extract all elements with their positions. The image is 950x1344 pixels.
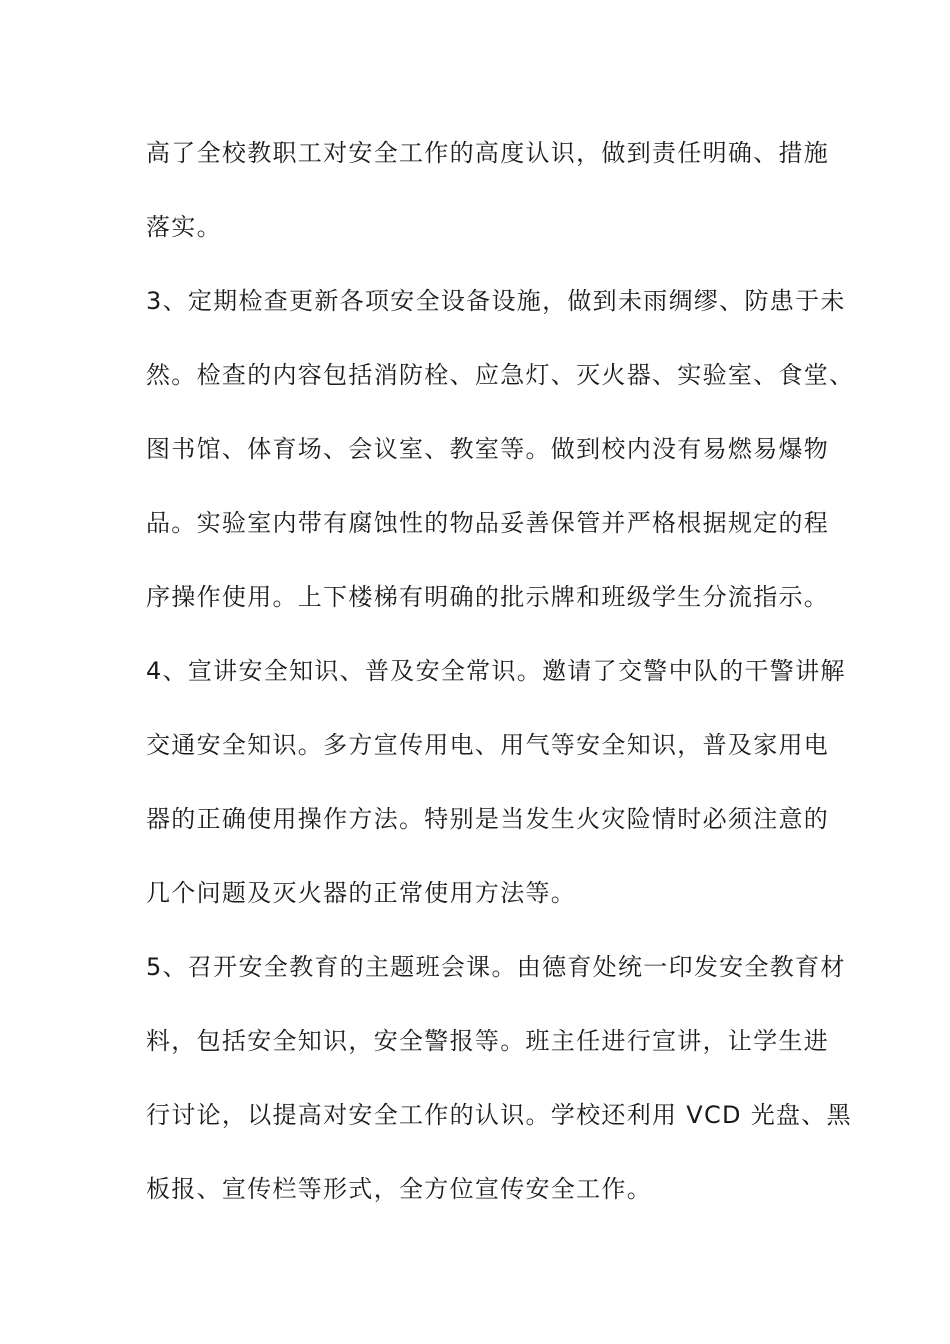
text-line: 品。实验室内带有腐蚀性的物品妥善保管并严格根据规定的程 <box>146 509 830 537</box>
text-line: 3、定期检查更新各项安全设备设施，做到未雨绸缪、防患于未 <box>146 287 846 315</box>
text-line: 5、召开安全教育的主题班会课。由德育处统一印发安全教育材 <box>146 953 846 981</box>
text-line: 交通安全知识。多方宣传用电、用气等安全知识，普及家用电 <box>146 731 830 759</box>
text-line: 落实。 <box>146 213 222 241</box>
text-line: 行讨论，以提高对安全工作的认识。学校还利用 VCD 光盘、黑 <box>146 1101 852 1129</box>
text-line: 板报、宣传栏等形式，全方位宣传安全工作。 <box>146 1175 652 1203</box>
text-line: 器的正确使用操作方法。特别是当发生火灾险情时必须注意的 <box>146 805 830 833</box>
text-line: 高了全校教职工对安全工作的高度认识，做到责任明确、措施 <box>146 139 830 167</box>
text-line: 料，包括安全知识，安全警报等。班主任进行宣讲，让学生进 <box>146 1027 830 1055</box>
text-line: 序操作使用。上下楼梯有明确的批示牌和班级学生分流指示。 <box>146 583 830 611</box>
text-line: 4、宣讲安全知识、普及安全常识。邀请了交警中队的干警讲解 <box>146 657 846 685</box>
text-line: 然。检查的内容包括消防栓、应急灯、灭火器、实验室、食堂、 <box>146 361 855 389</box>
text-line: 几个问题及灭火器的正常使用方法等。 <box>146 879 577 907</box>
text-line: 图书馆、体育场、会议室、教室等。做到校内没有易燃易爆物 <box>146 435 830 463</box>
